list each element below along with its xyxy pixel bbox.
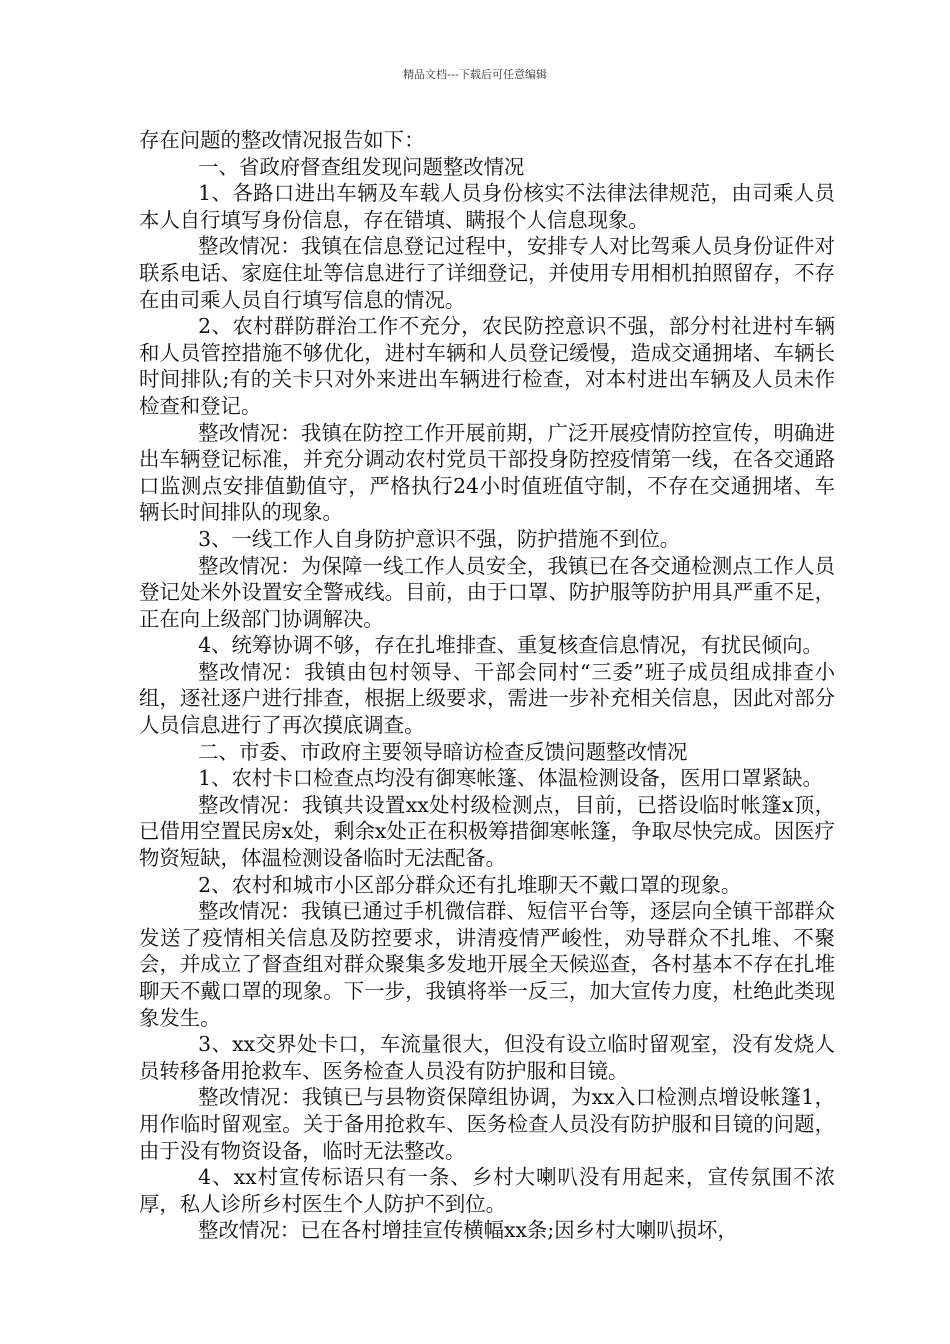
paragraph: 整改情况：我镇在信息登记过程中，安排专人对比驾乘人员身份证件对联系电话、家庭住址等信息进行了详细登记，并使用专用相机拍照留存，不存在由司乘人员自行填写信息的情况。 — [139, 234, 835, 312]
paragraph: 2、农村和城市小区部分群众还有扎堆聊天不戴口罩的现象。 — [198, 872, 742, 897]
paragraph: 3、xx交界处卡口，车流量很大，但没有设立临时留观室，没有发烧人员转移备用抢救车、医务检查人员没有防护服和目镜。 — [139, 1032, 835, 1083]
paragraph: 整改情况：我镇在防控工作开展前期，广泛开展疫情防控宣传，明确进出车辆登记标准，并充分调动农村党员干部投身防控疫情第一线，在各交通路口监测点安排值勤值守，严格执行24小时值班值守制，不存在交通拥堵、车辆长时间排队的现象。 — [139, 420, 835, 525]
paragraph: 1、农村卡口检查点均没有御寒帐篷、体温检测设备，医用口罩紧缺。 — [198, 766, 823, 791]
paragraph: 整改情况：我镇已通过手机微信群、短信平台等，逐层向全镇干部群众发送了疫情相关信息及防控要求，讲清疫情严峻性，劝导群众不扎堆、不聚会，并成立了督查组对群众聚集多发地开展全天候巡查，各村基本不存在扎堆聊天不戴口罩的现象。下一步，我镇将举一反三，加大宣传力度，杜绝此类现象发生。 — [139, 899, 835, 1030]
document-body — [139, 127, 835, 1244]
paragraph: 整改情况：已在各村增挂宣传横幅xx条;因乡村大喇叭损坏， — [198, 1218, 738, 1243]
paragraph: 4、统筹协调不够，存在扎堆排查、重复核查信息情况，有扰民倾向。 — [198, 633, 823, 658]
paragraph: 1、各路口进出车辆及车载人员身份核实不法律法律规范，由司乘人员本人自行填写身份信息，存在错填、瞒报个人信息现象。 — [139, 181, 835, 232]
paragraph: 存在问题的整改情况报告如下： — [139, 128, 425, 152]
paragraph: 一、省政府督查组发现问题整改情况 — [198, 154, 525, 179]
paragraph: 整改情况：我镇共设置xx处村级检测点，目前，已搭设临时帐篷x顶，已借用空置民房x处，剩余x处正在积极筹措御寒帐篷，争取尽快完成。因医疗物资短缺，体温检测设备临时无法配备。 — [139, 792, 835, 871]
paragraph: 整改情况：为保障一线工作人员安全，我镇已在各交通检测点工作人员登记处米外设置安全警戒线。目前，由于口罩、防护服等防护用具严重不足，正在向上级部门协调解决。 — [139, 553, 835, 631]
paragraph: 整改情况：我镇已与县物资保障组协调，为xx入口检测点增设帐篷1，用作临时留观室。关于备用抢救车、医务检查人员没有防护服和目镜的问题，由于没有物资设备，临时无法整改。 — [139, 1085, 835, 1163]
paragraph: 4、xx村宣传标语只有一条、乡村大喇叭没有用起来，宣传氛围不浓厚，私人诊所乡村医生个人防护不到位。 — [139, 1165, 835, 1216]
paragraph: 3、一线工作人自身防护意识不强，防护措施不到位。 — [198, 526, 681, 551]
paragraph: 二、市委、市政府主要领导暗访检查反馈问题整改情况 — [198, 739, 688, 764]
paragraph: 整改情况：我镇由包村领导、干部会同村“三委”班子成员组成排查小组，逐社逐户进行排查，根据上级要求，需进一步补充相关信息，因此对部分人员信息进行了再次摸底调查。 — [139, 659, 835, 738]
page-header: 精品文档---下载后可任意编辑 — [403, 68, 547, 81]
paragraph: 2、农村群防群治工作不充分，农民防控意识不强，部分村社进村车辆和人员管控措施不够优化，进村车辆和人员登记缓慢，造成交通拥堵、车辆长时间排队;有的关卡只对外来进出车辆进行检查，对本村进出车辆及人员未作检查和登记。 — [139, 314, 835, 418]
